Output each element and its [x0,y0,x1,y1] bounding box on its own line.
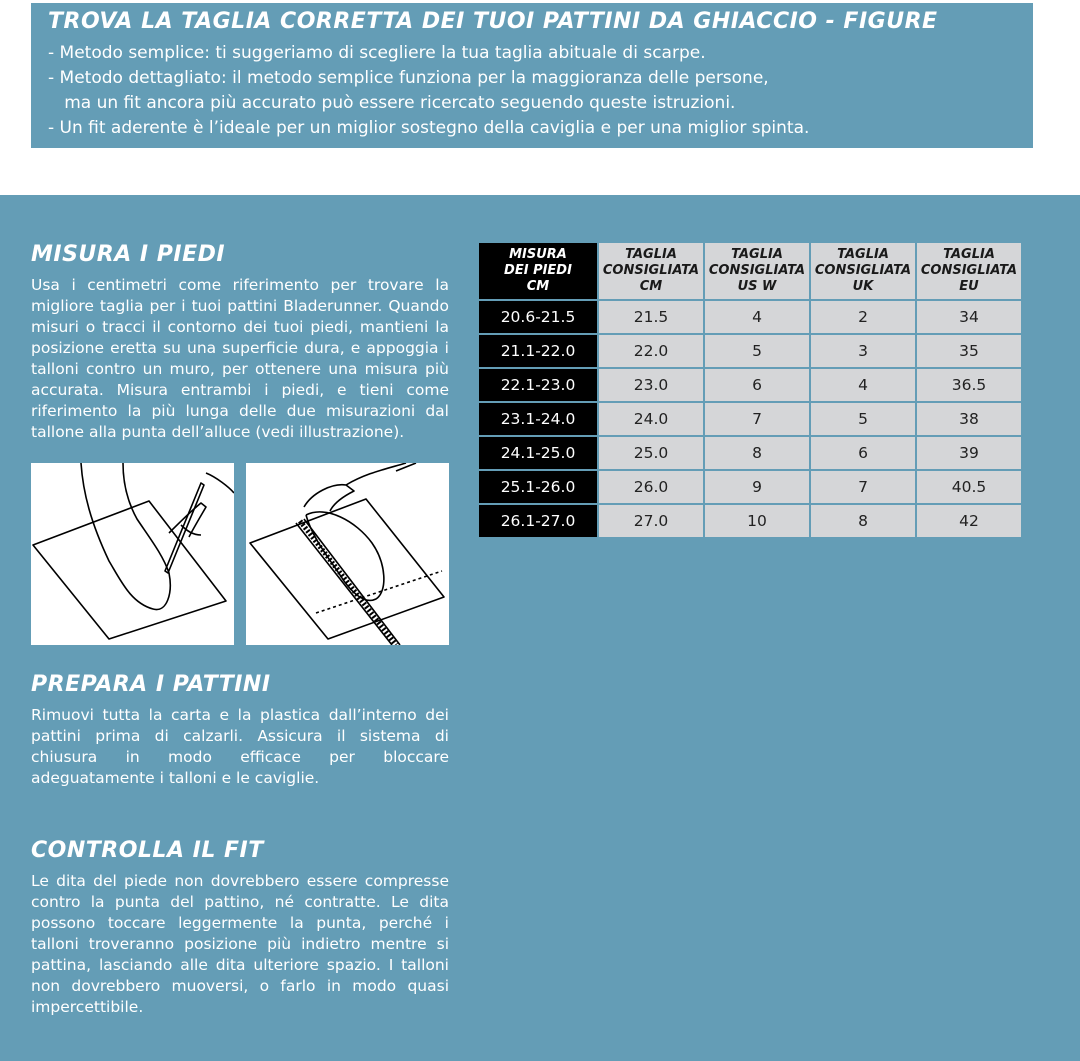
foot-size-cell: 23.1-24.0 [478,402,598,436]
size-us-cell: 9 [704,470,810,504]
size-chart-table [477,241,1023,539]
intro-line: - Metodo semplice: ti suggeriamo di scegliere la tua taglia abituale di scarpe. [48,43,706,63]
header-size-us-w [704,242,810,300]
size-eu-cell: 39 [916,436,1022,470]
table-row [478,300,1022,334]
table-row [478,436,1022,470]
header-foot-size [478,242,598,300]
header-line: UK [852,279,874,294]
size-uk-cell: 3 [810,334,916,368]
header-line: TAGLIA [837,247,889,262]
foot-tracing-illustration [31,463,234,645]
measure-title: MISURA I PIEDI [31,242,226,267]
header-line: CONSIGLIATA [814,263,912,278]
header-line: US W [737,279,777,294]
header-line: CONSIGLIATA [920,263,1018,278]
foot-size-cell: 26.1-27.0 [478,504,598,538]
header-line: DEI PIEDI [504,263,572,278]
foot-size-cell: 20.6-21.5 [478,300,598,334]
size-cm-cell: 27.0 [598,504,704,538]
header-size-uk [810,242,916,300]
size-us-cell: 8 [704,436,810,470]
intro-line: - Un fit aderente è l’ideale per un miglior sostegno della caviglia e per una miglior spinta. [48,118,810,138]
header-line: CONSIGLIATA [708,263,806,278]
prepare-title: PREPARA I PATTINI [31,672,271,697]
foot-size-cell: 22.1-23.0 [478,368,598,402]
size-us-cell: 7 [704,402,810,436]
size-cm-cell: 21.5 [598,300,704,334]
size-eu-cell: 40.5 [916,470,1022,504]
size-eu-cell: 35 [916,334,1022,368]
fit-title: CONTROLLA IL FIT [31,838,264,863]
header-line: TAGLIA [943,247,995,262]
header-line: EU [959,279,979,294]
size-eu-cell: 42 [916,504,1022,538]
intro-line: - Metodo dettagliato: il metodo semplice funziona per la maggioranza delle persone, [48,68,769,88]
header-line: MISURA [509,247,567,262]
header-line: TAGLIA [731,247,783,262]
size-uk-cell: 4 [810,368,916,402]
table-header-row [478,242,1022,300]
size-cm-cell: 24.0 [598,402,704,436]
foot-size-cell: 21.1-22.0 [478,334,598,368]
prepare-body: Rimuovi tutta la carta e la plastica dall’interno dei pattini prima di calzarli. Assicura il sistema di chiusura in modo efficace per bloccare adeguatamente i talloni e le caviglie. [31,706,449,787]
foot-measuring-illustration [246,463,449,645]
table-row [478,368,1022,402]
fit-body: Le dita del piede non dovrebbero essere compresse contro la punta del pattino, né contratte. Le dita possono toccare leggermente la punta, perché i talloni troveranno posizione più indietro mentre si pattina, lasciando alle dita ulteriore spazio. I talloni non dovrebbero muoversi, o farlo in modo quasi impercettibile. [31,872,449,1016]
size-uk-cell: 8 [810,504,916,538]
size-eu-cell: 36.5 [916,368,1022,402]
size-uk-cell: 6 [810,436,916,470]
main-panel [0,195,1080,1061]
size-us-cell: 4 [704,300,810,334]
size-cm-cell: 22.0 [598,334,704,368]
header-line: TAGLIA [625,247,677,262]
size-us-cell: 10 [704,504,810,538]
size-cm-cell: 23.0 [598,368,704,402]
size-uk-cell: 5 [810,402,916,436]
header-line: CM [526,279,550,294]
foot-tracing-drawing [31,463,234,645]
size-eu-cell: 38 [916,402,1022,436]
size-us-cell: 6 [704,368,810,402]
header-size-cm [598,242,704,300]
table-row [478,334,1022,368]
size-uk-cell: 7 [810,470,916,504]
size-uk-cell: 2 [810,300,916,334]
table-row [478,402,1022,436]
measure-section [31,241,449,443]
size-cm-cell: 25.0 [598,436,704,470]
foot-size-cell: 25.1-26.0 [478,470,598,504]
header-line: CONSIGLIATA [602,263,700,278]
fit-section [31,837,449,1018]
size-cm-cell: 26.0 [598,470,704,504]
header-size-eu [916,242,1022,300]
intro-banner [31,3,1033,148]
intro-line: ma un fit ancora più accurato può essere ricercato seguendo queste istruzioni. [48,93,736,113]
foot-size-cell: 24.1-25.0 [478,436,598,470]
foot-measuring-drawing [246,463,449,645]
measure-body: Usa i centimetri come riferimento per trovare la migliore taglia per i tuoi pattini Bladerunner. Quando misuri o tracci il contorno dei tuoi piedi, mantieni la posizione eretta su una superficie dura, e appoggia i talloni contro un muro, per ottenere una misura più accurata. Misura entrambi i piedi, e tieni come riferimento la più lunga delle due misurazioni dal tallone alla punta dell’alluce (vedi illustrazione). [31,276,449,441]
header-line: CM [639,279,663,294]
table-row [478,504,1022,538]
page-title: TROVA LA TAGLIA CORRETTA DEI TUOI PATTINI DA GHIACCIO - FIGURE [48,9,938,34]
size-us-cell: 5 [704,334,810,368]
prepare-section [31,671,449,789]
table-row [478,470,1022,504]
size-eu-cell: 34 [916,300,1022,334]
